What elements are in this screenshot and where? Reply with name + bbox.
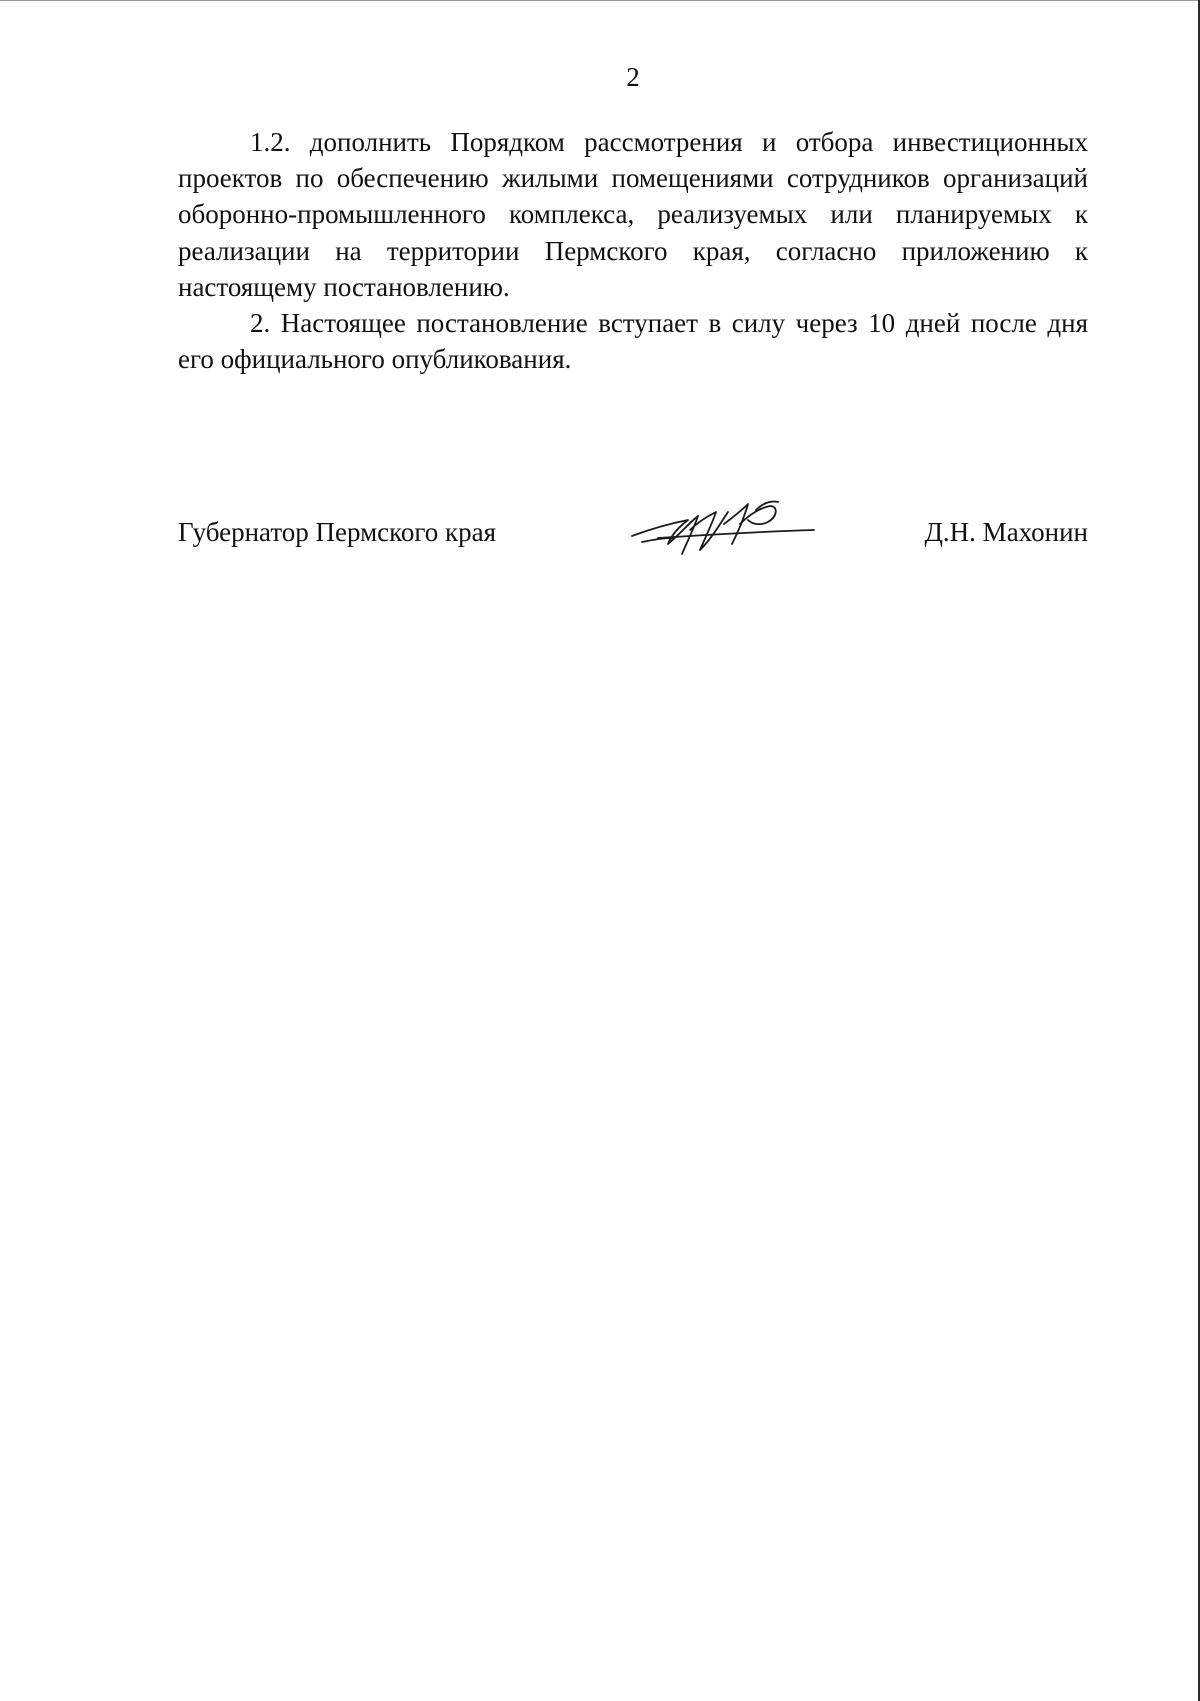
signer-position: Губернатор Пермского края [178,517,497,547]
document-body [178,124,1088,377]
scan-edge-top [0,0,1200,1]
signer-name: Д.Н. Махонин [924,517,1088,547]
paragraph-1-2: 1.2. дополнить Порядком рассмотрения и отбора инвестиционных проектов по обеспечению жилыми помещениями сотрудников организаций оборонно-промышленного комплекса, реализуемых или планируемых к реализации на территории Пермского края, согласно приложению к настоящему постановлению. [178,127,1088,302]
handwritten-signature [628,494,818,560]
paragraph-2: 2. Настоящее постановление вступает в силу через 10 дней после дня его официального опубликования. [178,308,1088,375]
signature-block [178,512,1088,552]
page-number: 2 [626,62,640,92]
